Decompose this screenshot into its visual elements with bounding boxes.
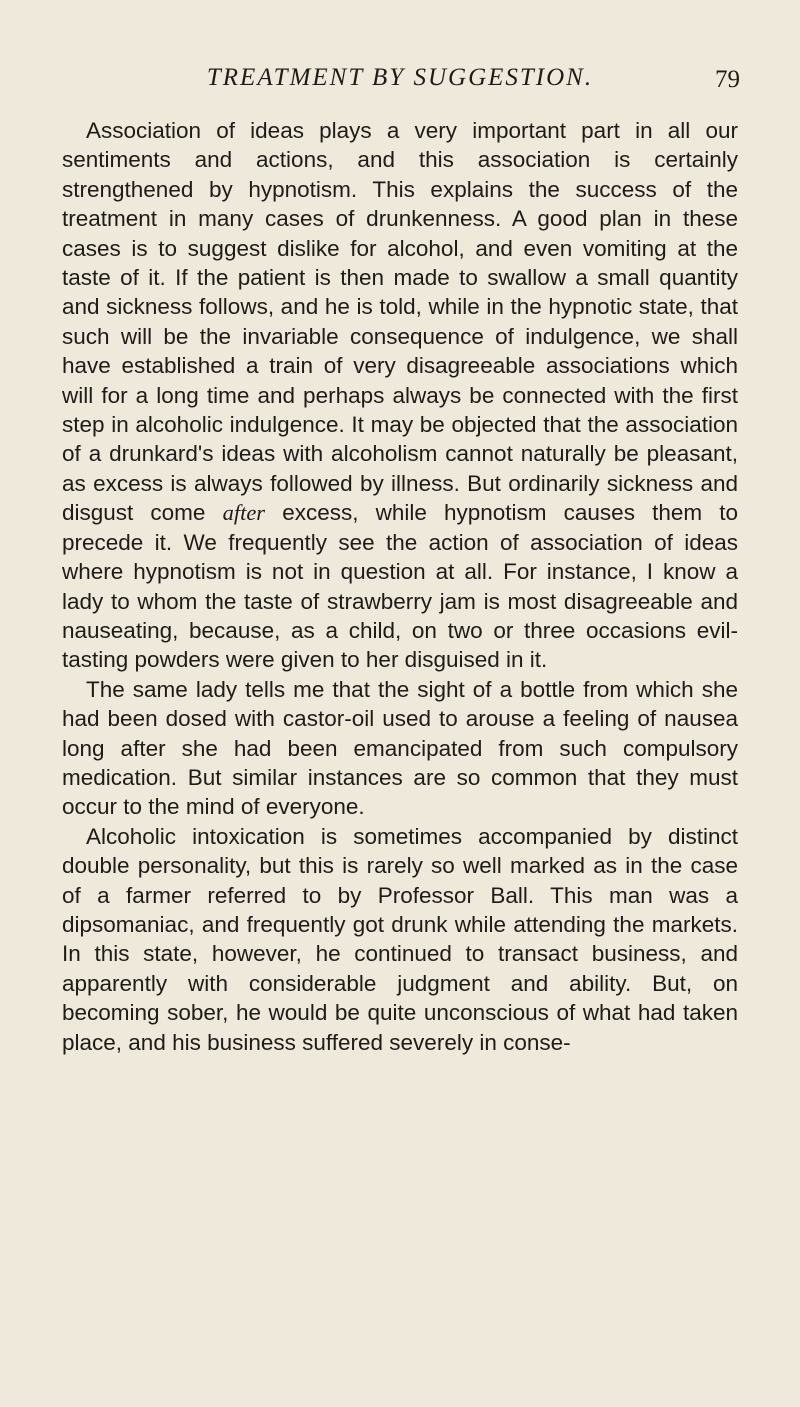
paragraph-3: Alcoholic intoxication is sometimes accompanied by distinct double personality, but this is rarely so well marked as in the case of a farmer referred to by Professor Ball. This man was a dipsomaniac, and frequently got drunk while attending the markets. In this state, however, he continued to transact business, and apparently with considerable judgment and ability. But, on becoming sober, he would be quite unconscious of what had taken place, and his business suffered severely in conse- — [62, 823, 738, 1055]
paragraph-2: The same lady tells me that the sight of a bottle from which she had been dosed with castor-oil used to arouse a feeling of nausea long after she had been emancipated from such compulsory medication. But similar instances are so common that they must occur to the mind of everyone. — [62, 676, 738, 820]
paragraph-1 — [62, 116, 738, 675]
emphasis-after: after — [222, 500, 266, 526]
paragraph-1-text-before: Association of ideas plays a very important part in all our sentiments and actions, and this association is certainly strengthened by hypnotism. This explains the success of the treatment in many cases of drunkenness. A good plan in these cases is to suggest dislike for alcohol, and even vomiting at the taste of it. If the patient is then made to swallow a small quantity and sickness follows, and he is told, while in the hypnotic state, that such will be the invariable consequence of indulgence, we shall have established a train of very disagreeable associations which will for a long time and perhaps always be connected with the first step in alcoholic indulgence. It may be objected that the association of a drunkard's ideas with alcoholism cannot naturally be pleasant, as excess is always followed by illness. But ordinarily sickness and disgust come — [62, 118, 738, 526]
running-title: TREATMENT BY SUGGESTION. — [206, 64, 594, 91]
body-text — [62, 116, 738, 1057]
paragraph-1-text-after: excess, while hypnotism causes them to precede it. We frequently see the action of association of ideas where hypnotism is not in question at all. For instance, I know a lady to whom the taste of strawberry jam is most disagreeable and nauseating, because, as a child, on two or three occasions evil-tasting powders were given to her disguised in it. — [62, 500, 738, 673]
page-header — [60, 62, 740, 102]
page-number: 79 — [715, 66, 740, 93]
